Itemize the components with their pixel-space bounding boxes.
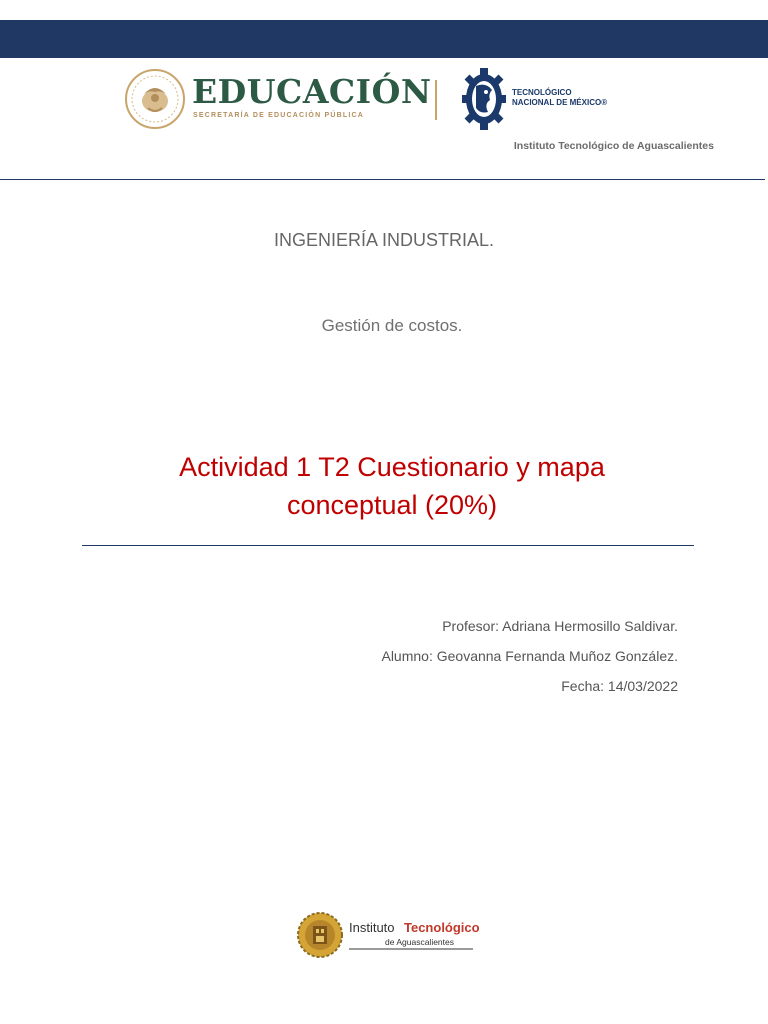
date-line: Fecha: 14/03/2022 <box>561 678 678 694</box>
sep-wordmark: EDUCACIÓN <box>192 72 432 111</box>
activity-title-line1: Actividad 1 T2 Cuestionario y mapa <box>179 452 605 482</box>
footer-word-tecnologico: Tecnológico <box>404 920 480 935</box>
mexico-seal-icon <box>124 68 186 130</box>
ita-seal-icon <box>297 912 343 958</box>
footer-word-instituto: Instituto <box>349 920 395 935</box>
institute-name: Instituto Tecnológico de Aguascalientes <box>513 140 714 152</box>
professor-line: Profesor: Adriana Hermosillo Saldivar. <box>442 618 678 634</box>
tecnm-line1: TECNOLÓGICO <box>512 88 572 97</box>
header-bar <box>0 20 768 58</box>
footer-logo-underline <box>349 948 473 950</box>
student-line: Alumno: Geovanna Fernanda Muñoz González. <box>381 648 678 664</box>
sep-subtitle: SECRETARÍA DE EDUCACIÓN PÚBLICA <box>193 112 364 119</box>
career-name: INGENIERÍA INDUSTRIAL. <box>273 230 495 250</box>
footer-word-aguascalientes: de Aguascalientes <box>385 937 454 947</box>
subject-name: Gestión de costos. <box>321 316 463 335</box>
activity-title <box>82 448 702 524</box>
activity-title-line2: conceptual (20%) <box>286 490 498 520</box>
footer-logo <box>297 910 480 960</box>
tecnm-gear-icon <box>462 68 506 130</box>
sep-logo <box>124 68 432 134</box>
tecnm-name <box>512 88 607 108</box>
tecnm-line2: NACIONAL DE MÉXICO® <box>512 98 608 107</box>
title-divider <box>82 545 694 546</box>
logo-divider <box>435 80 437 120</box>
tecnm-logo <box>462 68 612 132</box>
header-divider <box>0 179 765 180</box>
